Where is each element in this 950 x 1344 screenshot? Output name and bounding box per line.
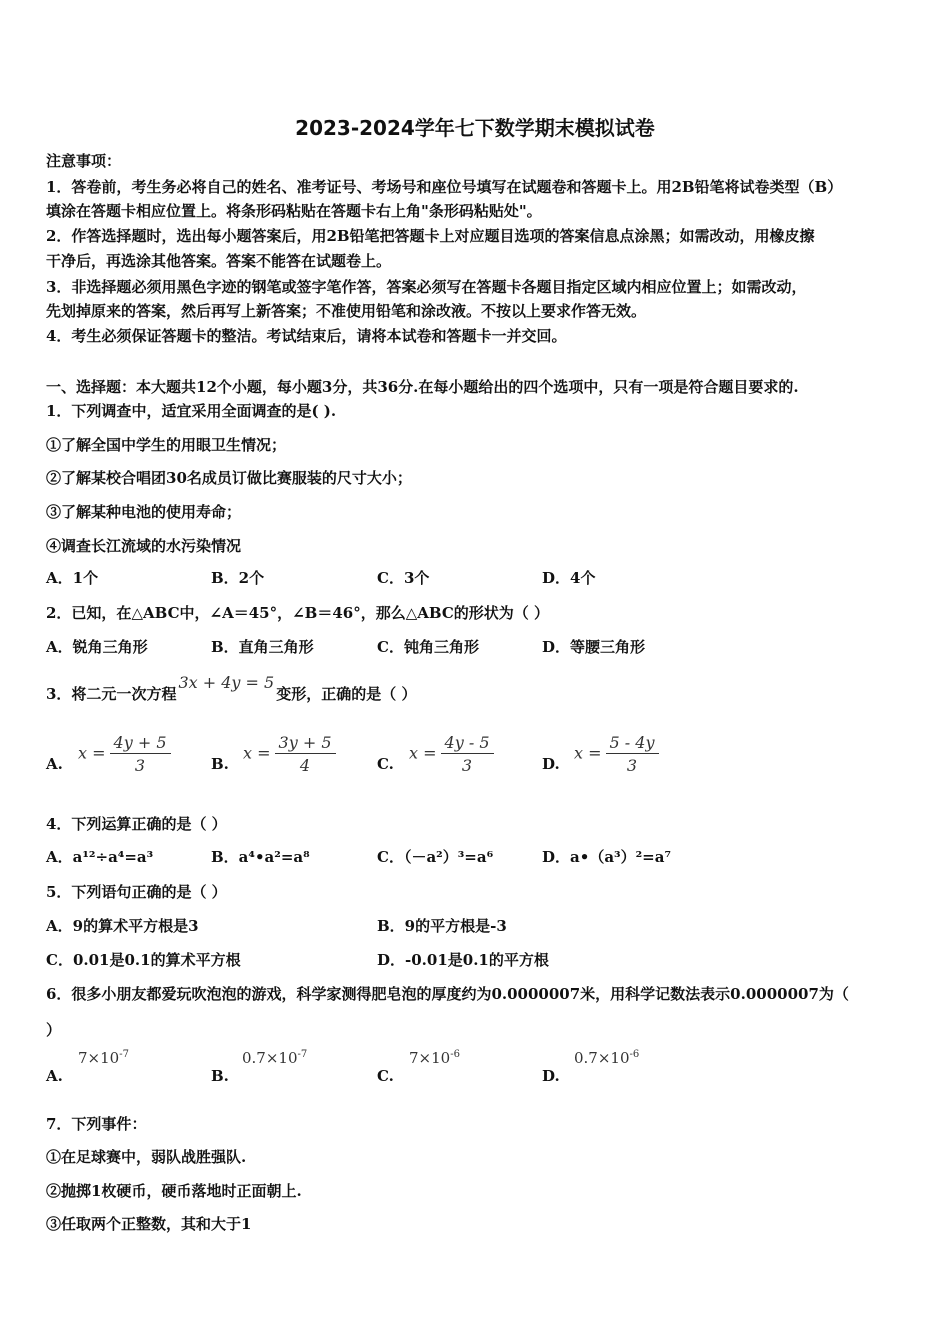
option-a[interactable]: A．1个 xyxy=(46,569,99,587)
exponent: -6 xyxy=(450,1049,460,1060)
lhs: x = xyxy=(574,743,602,763)
option-a[interactable]: A．a¹²÷a⁴=a³ xyxy=(46,848,154,866)
question-4-options xyxy=(46,846,906,872)
question-5-stem: 5．下列语句正确的是（ ） xyxy=(46,883,227,901)
question-4-stem: 4．下列运算正确的是（ ） xyxy=(46,815,227,833)
option-a[interactable]: A．9的算术平方根是3 xyxy=(46,917,199,935)
notice-line: 先划掉原来的答案，然后再写上新答案；不准使用铅笔和涂改液。不按以上要求作答无效。 xyxy=(46,302,647,320)
question-7-stem: 7．下列事件： xyxy=(46,1115,147,1133)
option-c[interactable]: C．3个 xyxy=(377,569,430,587)
option-c-label[interactable]: C. xyxy=(377,755,394,773)
numerator: 4y + 5 xyxy=(110,733,171,754)
question-1-stem: 1．下列调查中，适宜采用全面调查的是( ). xyxy=(46,402,337,420)
question-3-stem xyxy=(46,673,417,705)
mantissa: 7×10 xyxy=(409,1049,451,1067)
question-3-stem-post: 变形，正确的是（ ） xyxy=(276,685,417,703)
notice-line: 1．答卷前，考生务必将自己的姓名、准考证号、考场号和座位号填写在试题卷和答题卡上。用2B铅笔将试卷类型（B） xyxy=(46,178,843,196)
option-c[interactable]: C．0.01是0.1的算术平方根 xyxy=(46,951,241,969)
exponent: -6 xyxy=(629,1049,640,1060)
option-b-label[interactable]: B. xyxy=(211,755,229,773)
denominator: 3 xyxy=(626,756,638,775)
option-d[interactable]: D．等腰三角形 xyxy=(542,638,646,656)
question-3-stem-pre: 3．将二元一次方程 xyxy=(46,685,177,703)
question-7-item: ①在足球赛中，弱队战胜强队. xyxy=(46,1148,247,1166)
question-1-item: ②了解某校合唱团30名成员订做比赛服装的尺寸大小； xyxy=(46,469,412,487)
notice-heading: 注意事项： xyxy=(46,152,122,170)
exponent: -7 xyxy=(119,1049,129,1060)
option-d-value[interactable] xyxy=(574,1049,639,1067)
question-6-stem-cont: ） xyxy=(46,1021,62,1039)
exponent: -7 xyxy=(297,1049,308,1060)
option-d-label[interactable]: D. xyxy=(542,755,560,773)
question-1-item: ①了解全国中学生的用眼卫生情况； xyxy=(46,436,287,454)
option-a-value[interactable] xyxy=(78,1049,129,1067)
option-d[interactable]: D．a•（a³）²=a⁷ xyxy=(542,848,672,866)
option-c-value[interactable] xyxy=(409,1049,460,1067)
option-b-value[interactable] xyxy=(242,1049,307,1067)
question-6-stem: 6．很多小朋友都爱玩吹泡泡的游戏，科学家测得肥皂泡的厚度约为0.0000007米，用科学记数法表示0.0000007为（ xyxy=(46,985,849,1003)
lhs: x = xyxy=(243,743,271,763)
question-1-item: ③了解某种电池的使用寿命； xyxy=(46,503,242,521)
lhs: x = xyxy=(409,743,437,763)
numerator: 4y - 5 xyxy=(441,733,494,754)
question-7-item: ②抛掷1枚硬币，硬币落地时正面朝上. xyxy=(46,1182,302,1200)
option-b[interactable]: B．9的平方根是-3 xyxy=(377,917,507,935)
option-b[interactable]: B．直角三角形 xyxy=(211,638,314,656)
page-title: 2023-2024学年七下数学期末模拟试卷 xyxy=(295,116,655,140)
notice-line: 干净后，再选涂其他答案。答案不能答在试题卷上。 xyxy=(46,252,392,270)
question-5-options-row2 xyxy=(46,949,906,975)
mantissa: 0.7×10 xyxy=(574,1049,630,1067)
question-2-stem: 2．已知，在△ABC中，∠A＝45°，∠B＝46°，那么△ABC的形状为（ ） xyxy=(46,604,550,622)
option-c[interactable]: C．钝角三角形 xyxy=(377,638,479,656)
question-7-item: ③任取两个正整数，其和大于1 xyxy=(46,1215,252,1233)
numerator: 3y + 5 xyxy=(275,733,336,754)
question-3-options xyxy=(46,733,906,785)
notice-line: 3．非选择题必须用黑色字迹的钢笔或签字笔作答，答案必须写在答题卡各题目指定区域内相应位置上；如需改动， xyxy=(46,278,807,296)
denominator: 3 xyxy=(461,756,473,775)
notice-line: 4．考生必须保证答题卡的整洁。考试结束后，请将本试卷和答题卡一并交回。 xyxy=(46,327,567,345)
option-b-label[interactable]: B. xyxy=(211,1067,229,1085)
question-5-options-row1 xyxy=(46,915,906,941)
option-c-formula[interactable] xyxy=(409,733,494,775)
option-a-formula[interactable] xyxy=(78,733,171,775)
option-a[interactable]: A．锐角三角形 xyxy=(46,638,148,656)
question-3-equation: 3x + 4y = 5 xyxy=(178,673,275,692)
notice-line: 2．作答选择题时，选出每小题答案后，用2B铅笔把答题卡上对应题目选项的答案信息点涂黑；如需改动，用橡皮擦 xyxy=(46,227,815,245)
option-a-label[interactable]: A. xyxy=(46,755,63,773)
mantissa: 7×10 xyxy=(78,1049,120,1067)
option-d[interactable]: D．4个 xyxy=(542,569,596,587)
option-b[interactable]: B．2个 xyxy=(211,569,265,587)
numerator: 5 - 4y xyxy=(606,733,659,754)
option-b[interactable]: B．a⁴•a²=a⁸ xyxy=(211,848,310,866)
denominator: 4 xyxy=(299,756,311,775)
option-d[interactable]: D．-0.01是0.1的平方根 xyxy=(377,951,549,969)
option-a-label[interactable]: A. xyxy=(46,1067,63,1085)
option-d-formula[interactable] xyxy=(574,733,659,775)
question-2-options xyxy=(46,636,906,662)
question-1-options xyxy=(46,567,906,593)
question-1-item: ④调查长江流域的水污染情况 xyxy=(46,537,242,555)
lhs: x = xyxy=(78,743,106,763)
option-b-formula[interactable] xyxy=(243,733,336,775)
option-d-label[interactable]: D. xyxy=(542,1067,560,1085)
option-c[interactable]: C．（－a²）³=a⁶ xyxy=(377,848,494,866)
mantissa: 0.7×10 xyxy=(242,1049,298,1067)
option-c-label[interactable]: C. xyxy=(377,1067,394,1085)
denominator: 3 xyxy=(134,756,146,775)
section-heading: 一、选择题：本大题共12个小题，每小题3分，共36分.在每小题给出的四个选项中，只有一项是符合题目要求的. xyxy=(46,378,799,396)
notice-line: 填涂在答题卡相应位置上。将条形码粘贴在答题卡右上角"条形码粘贴处"。 xyxy=(46,202,542,220)
